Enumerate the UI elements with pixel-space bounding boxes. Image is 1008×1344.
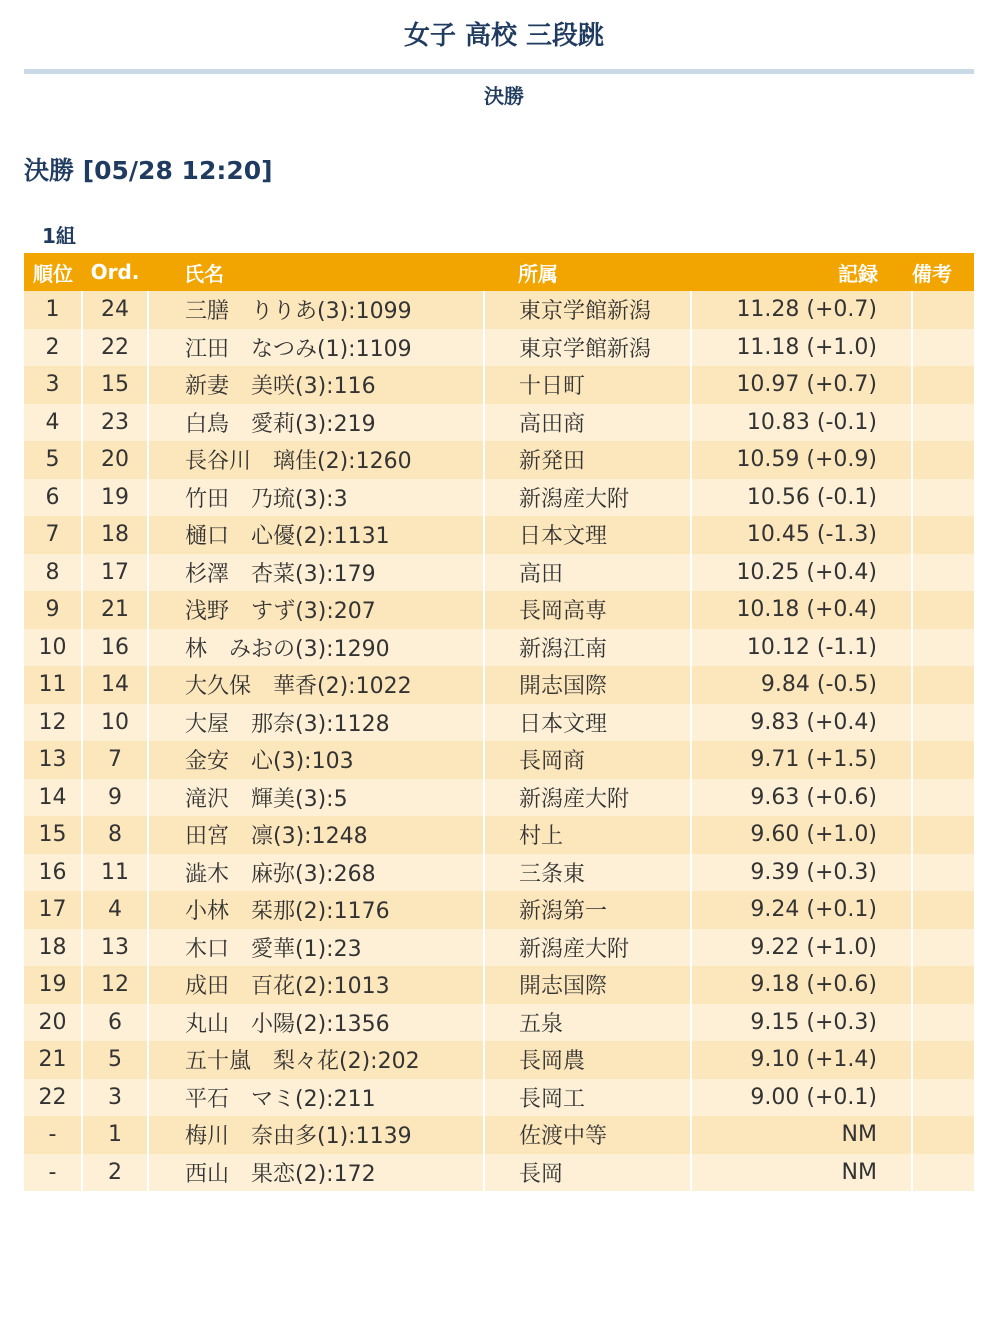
cell-record: 9.63 (+0.6) [691,779,912,817]
column-header-record: 記録 [691,253,912,291]
cell-note [912,404,974,442]
cell-team: 東京学館新潟 [484,291,691,329]
cell-team: 新潟第一 [484,891,691,929]
cell-note [912,366,974,404]
cell-record: 9.15 (+0.3) [691,1004,912,1042]
column-header-team: 所属 [484,253,691,291]
results-table-body [24,291,974,1191]
cell-rank: 3 [24,366,82,404]
cell-record: 11.18 (+1.0) [691,329,912,367]
table-row [24,479,974,517]
cell-record: 9.83 (+0.4) [691,704,912,742]
cell-team: 高田 [484,554,691,592]
cell-rank: 8 [24,554,82,592]
cell-record: 10.12 (-1.1) [691,629,912,667]
cell-rank: 12 [24,704,82,742]
cell-team: 高田商 [484,404,691,442]
cell-rank: 9 [24,591,82,629]
cell-rank: 17 [24,891,82,929]
table-row [24,816,974,854]
table-row [24,779,974,817]
table-row [24,666,974,704]
cell-athlete-name: 江田 なつみ(1):1109 [148,329,484,367]
cell-record: 11.28 (+0.7) [691,291,912,329]
cell-rank: 15 [24,816,82,854]
cell-record: 10.45 (-1.3) [691,516,912,554]
cell-note [912,1116,974,1154]
cell-team: 新潟産大附 [484,929,691,967]
cell-note [912,816,974,854]
cell-ord: 17 [82,554,148,592]
table-row [24,291,974,329]
cell-rank: 20 [24,1004,82,1042]
cell-note [912,1004,974,1042]
cell-ord: 7 [82,741,148,779]
cell-rank: 11 [24,666,82,704]
cell-athlete-name: 澁木 麻弥(3):268 [148,854,484,892]
cell-record: 9.84 (-0.5) [691,666,912,704]
cell-note [912,554,974,592]
table-row [24,404,974,442]
cell-rank: 22 [24,1079,82,1117]
table-row [24,516,974,554]
cell-team: 十日町 [484,366,691,404]
cell-note [912,291,974,329]
cell-rank: - [24,1154,82,1192]
cell-ord: 23 [82,404,148,442]
cell-athlete-name: 大久保 華香(2):1022 [148,666,484,704]
cell-record: 10.83 (-0.1) [691,404,912,442]
table-row [24,441,974,479]
table-row [24,1079,974,1117]
cell-note [912,1154,974,1192]
cell-rank: - [24,1116,82,1154]
cell-note [912,441,974,479]
cell-team: 三条東 [484,854,691,892]
cell-athlete-name: 成田 百花(2):1013 [148,966,484,1004]
cell-note [912,666,974,704]
cell-ord: 8 [82,816,148,854]
cell-athlete-name: 竹田 乃琉(3):3 [148,479,484,517]
section-heading: 決勝 [05/28 12:20] [24,156,273,185]
cell-rank: 13 [24,741,82,779]
cell-team: 開志国際 [484,966,691,1004]
cell-note [912,891,974,929]
cell-rank: 5 [24,441,82,479]
cell-team: 新潟産大附 [484,779,691,817]
cell-record: 9.39 (+0.3) [691,854,912,892]
results-table [24,253,974,1191]
cell-ord: 3 [82,1079,148,1117]
cell-athlete-name: 樋口 心優(2):1131 [148,516,484,554]
cell-record: 9.22 (+1.0) [691,929,912,967]
cell-ord: 18 [82,516,148,554]
column-header-note: 備考 [912,253,974,291]
cell-ord: 20 [82,441,148,479]
cell-athlete-name: 杉澤 杏菜(3):179 [148,554,484,592]
cell-record: 9.00 (+0.1) [691,1079,912,1117]
cell-ord: 15 [82,366,148,404]
cell-rank: 2 [24,329,82,367]
cell-ord: 24 [82,291,148,329]
cell-ord: 21 [82,591,148,629]
table-row [24,929,974,967]
cell-record: NM [691,1116,912,1154]
cell-record: 10.97 (+0.7) [691,366,912,404]
cell-note [912,929,974,967]
cell-team: 五泉 [484,1004,691,1042]
table-row [24,366,974,404]
cell-record: 9.24 (+0.1) [691,891,912,929]
title-divider [24,69,974,74]
cell-ord: 6 [82,1004,148,1042]
cell-athlete-name: 新妻 美咲(3):116 [148,366,484,404]
cell-ord: 13 [82,929,148,967]
cell-rank: 6 [24,479,82,517]
cell-record: 10.59 (+0.9) [691,441,912,479]
cell-team: 新潟産大附 [484,479,691,517]
cell-rank: 14 [24,779,82,817]
cell-record: 9.71 (+1.5) [691,741,912,779]
table-row [24,554,974,592]
cell-athlete-name: 小林 栞那(2):1176 [148,891,484,929]
cell-note [912,1041,974,1079]
cell-record: 9.18 (+0.6) [691,966,912,1004]
table-row [24,966,974,1004]
cell-rank: 7 [24,516,82,554]
table-row [24,591,974,629]
cell-ord: 22 [82,329,148,367]
cell-ord: 1 [82,1116,148,1154]
cell-rank: 16 [24,854,82,892]
cell-note [912,479,974,517]
cell-ord: 14 [82,666,148,704]
cell-team: 長岡商 [484,741,691,779]
cell-record: 9.10 (+1.4) [691,1041,912,1079]
table-row [24,854,974,892]
group-label: 1組 [42,224,76,248]
cell-athlete-name: 三膳 りりあ(3):1099 [148,291,484,329]
cell-rank: 4 [24,404,82,442]
table-row [24,704,974,742]
cell-team: 長岡農 [484,1041,691,1079]
table-row [24,1041,974,1079]
cell-rank: 10 [24,629,82,667]
cell-record: 10.56 (-0.1) [691,479,912,517]
cell-team: 新発田 [484,441,691,479]
cell-ord: 10 [82,704,148,742]
cell-note [912,779,974,817]
cell-note [912,704,974,742]
cell-athlete-name: 白鳥 愛莉(3):219 [148,404,484,442]
page-title: 女子 高校 三段跳 [403,21,605,51]
cell-note [912,629,974,667]
cell-note [912,966,974,1004]
cell-team: 新潟江南 [484,629,691,667]
cell-rank: 21 [24,1041,82,1079]
cell-rank: 18 [24,929,82,967]
cell-ord: 5 [82,1041,148,1079]
cell-record: NM [691,1154,912,1192]
cell-record: 10.25 (+0.4) [691,554,912,592]
cell-athlete-name: 西山 果恋(2):172 [148,1154,484,1192]
cell-ord: 4 [82,891,148,929]
cell-ord: 11 [82,854,148,892]
cell-ord: 16 [82,629,148,667]
cell-record: 10.18 (+0.4) [691,591,912,629]
column-header-ord: Ord. [82,253,148,291]
cell-team: 日本文理 [484,704,691,742]
cell-note [912,516,974,554]
cell-team: 長岡工 [484,1079,691,1117]
table-row [24,1116,974,1154]
cell-athlete-name: 平石 マミ(2):211 [148,1079,484,1117]
cell-ord: 19 [82,479,148,517]
cell-team: 佐渡中等 [484,1116,691,1154]
cell-note [912,1079,974,1117]
cell-record: 9.60 (+1.0) [691,816,912,854]
cell-team: 日本文理 [484,516,691,554]
cell-athlete-name: 五十嵐 梨々花(2):202 [148,1041,484,1079]
page-subtitle: 決勝 [484,84,524,108]
cell-ord: 2 [82,1154,148,1192]
cell-team: 東京学館新潟 [484,329,691,367]
cell-athlete-name: 長谷川 璃佳(2):1260 [148,441,484,479]
cell-athlete-name: 田宮 凛(3):1248 [148,816,484,854]
table-row [24,1154,974,1192]
table-header-row [24,253,974,291]
cell-team: 村上 [484,816,691,854]
cell-rank: 19 [24,966,82,1004]
cell-rank: 1 [24,291,82,329]
cell-note [912,591,974,629]
column-header-rank: 順位 [24,253,82,291]
cell-note [912,741,974,779]
column-header-name: 氏名 [148,253,484,291]
cell-athlete-name: 浅野 すず(3):207 [148,591,484,629]
cell-athlete-name: 梅川 奈由多(1):1139 [148,1116,484,1154]
table-row [24,1004,974,1042]
cell-athlete-name: 滝沢 輝美(3):5 [148,779,484,817]
cell-team: 長岡 [484,1154,691,1192]
cell-team: 開志国際 [484,666,691,704]
cell-note [912,329,974,367]
table-row [24,741,974,779]
table-row [24,329,974,367]
cell-athlete-name: 大屋 那奈(3):1128 [148,704,484,742]
cell-athlete-name: 丸山 小陽(2):1356 [148,1004,484,1042]
cell-athlete-name: 林 みおの(3):1290 [148,629,484,667]
cell-athlete-name: 金安 心(3):103 [148,741,484,779]
cell-note [912,854,974,892]
cell-ord: 12 [82,966,148,1004]
table-row [24,629,974,667]
cell-team: 長岡高専 [484,591,691,629]
cell-athlete-name: 木口 愛華(1):23 [148,929,484,967]
cell-ord: 9 [82,779,148,817]
table-row [24,891,974,929]
